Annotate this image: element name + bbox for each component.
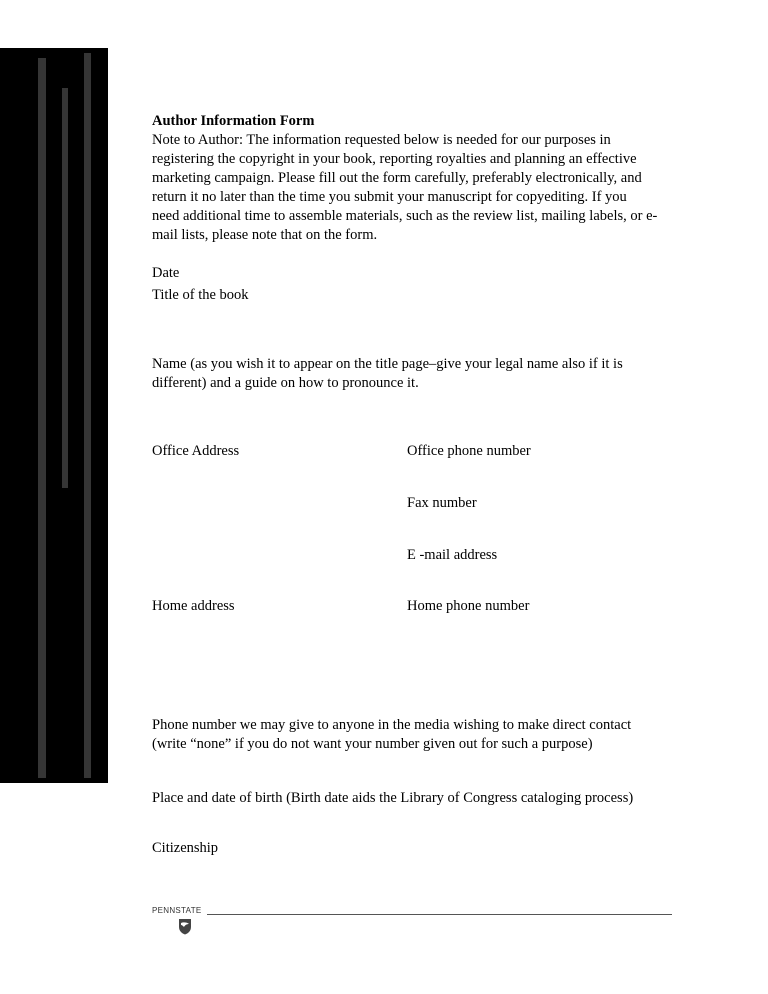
intro-line: marketing campaign. Please fill out the form carefully, preferably electronically, and bbox=[152, 170, 642, 186]
office-phone-label: Office phone number bbox=[407, 443, 531, 459]
book-title-label: Title of the book bbox=[152, 287, 249, 303]
intro-line: return it no later than the time you submit your manuscript for copyediting. If you bbox=[152, 189, 627, 205]
date-label: Date bbox=[152, 265, 180, 281]
fax-label: Fax number bbox=[407, 495, 477, 511]
name-label-line: Name (as you wish it to appear on the title page–give your legal name also if it is bbox=[152, 356, 623, 372]
intro-line: need additional time to assemble materials, such as the review list, mailing labels, or e- bbox=[152, 208, 658, 224]
nittany-lion-shield-icon bbox=[178, 918, 192, 935]
office-address-label: Office Address bbox=[152, 443, 240, 459]
intro-line: registering the copyright in your book, reporting royalties and planning an effective bbox=[152, 151, 637, 167]
home-address-label: Home address bbox=[152, 598, 235, 614]
home-phone-label: Home phone number bbox=[407, 598, 530, 614]
intro-line: Note to Author: The information requested below is needed for our purposes in bbox=[152, 132, 611, 148]
email-label: E -mail address bbox=[407, 547, 498, 563]
form-title: Author Information Form bbox=[152, 113, 315, 129]
citizenship-label: Citizenship bbox=[152, 840, 219, 856]
footer-divider bbox=[207, 914, 672, 915]
decorative-side-band bbox=[0, 48, 108, 783]
media-phone-line: (write “none” if you do not want your number given out for such a purpose) bbox=[152, 736, 593, 752]
intro-line: mail lists, please note that on the form. bbox=[152, 227, 378, 243]
penn-state-logo-text: PENNSTATE bbox=[152, 906, 202, 915]
name-label-line: different) and a guide on how to pronounce it. bbox=[152, 375, 419, 391]
birth-label: Place and date of birth (Birth date aids the Library of Congress cataloging process) bbox=[152, 790, 634, 806]
media-phone-line: Phone number we may give to anyone in the media wishing to make direct contact bbox=[152, 717, 632, 733]
